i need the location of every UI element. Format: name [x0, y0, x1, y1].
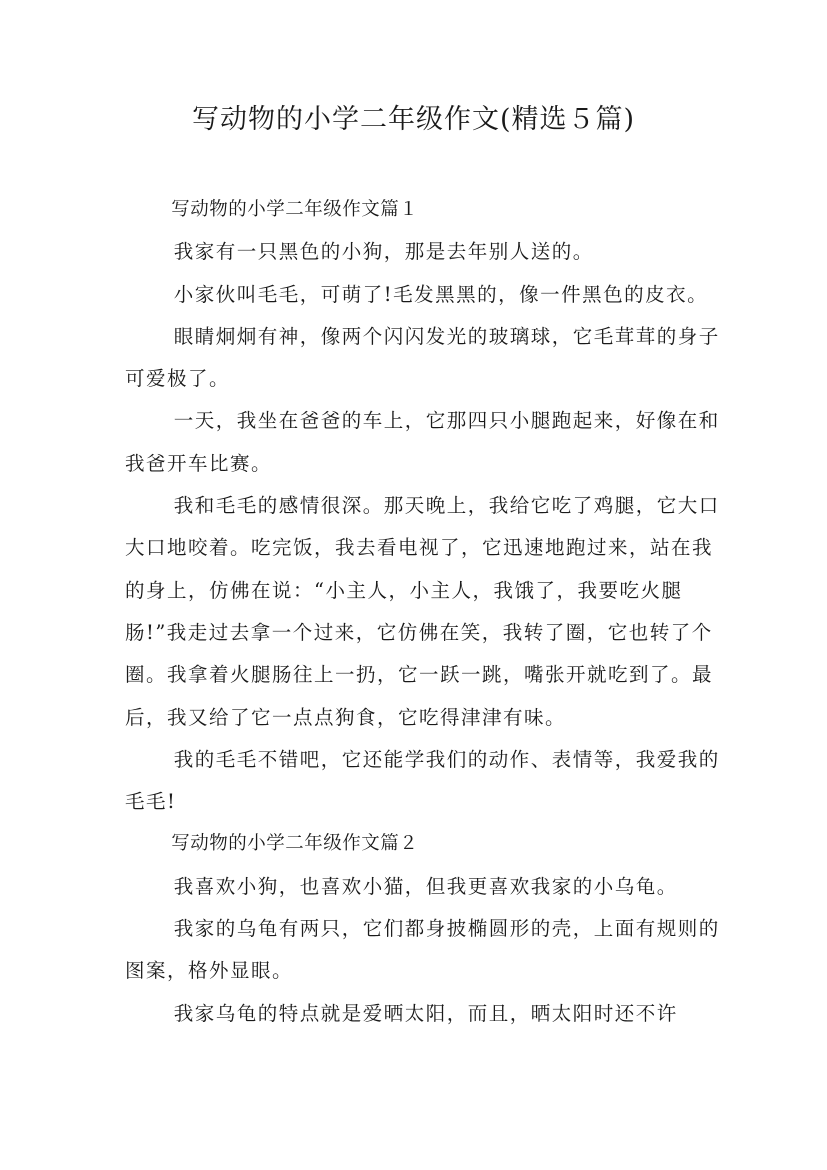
paragraph: 我喜欢小狗，也喜欢小猫，但我更喜欢我家的小乌龟。: [173, 874, 678, 898]
paragraph: 我家乌龟的特点就是爱晒太阳，而且，晒太阳时还不许: [173, 1001, 678, 1025]
section-heading: 写动物的小学二年级作文篇２: [171, 833, 419, 855]
section-heading: 写动物的小学二年级作文篇１: [171, 199, 419, 220]
paragraph: 我家有一只黑色的小狗，那是去年别人送的。: [173, 240, 594, 264]
paragraph: 一天，我坐在爸爸的车上，它那四只小腿跑起来，好像在和我爸开车比赛。: [125, 409, 720, 475]
paragraph: 我家的乌龟有两只，它们都身披椭圆形的壳，上面有规则的图案，格外显眼。: [125, 917, 720, 983]
document-title: 写动物的小学二年级作文(精选５篇): [191, 104, 636, 135]
paragraph: 我的毛毛不错吧，它还能学我们的动作、表情等，我爱我的毛毛!: [125, 747, 720, 814]
paragraph: 我和毛毛的感情很深。那天晚上，我给它吃了鸡腿，它大口大口地咬着。吃完饭，我去看电视了，它迅速地跑过来，站在我的身上，仿佛在说：“小主人，小主人，我饿了，我要吃火腿肠!”我走过去拿一个过来，它仿佛在笑，我转了圈，它也转了个圈。我拿着火腿肠往上一扔，它一跃一跳，嘴张开就吃到了。最后，我又给了它一点点狗食，它吃得津津有味。: [125, 494, 720, 729]
paragraph: 小家伙叫毛毛，可萌了!毛发黑黑的，像一件黑色的皮衣。: [173, 282, 709, 306]
paragraph: 眼睛炯炯有神，像两个闪闪发光的玻璃球，它毛茸茸的身子可爱极了。: [125, 324, 720, 391]
document-body: [125, 189, 725, 1035]
